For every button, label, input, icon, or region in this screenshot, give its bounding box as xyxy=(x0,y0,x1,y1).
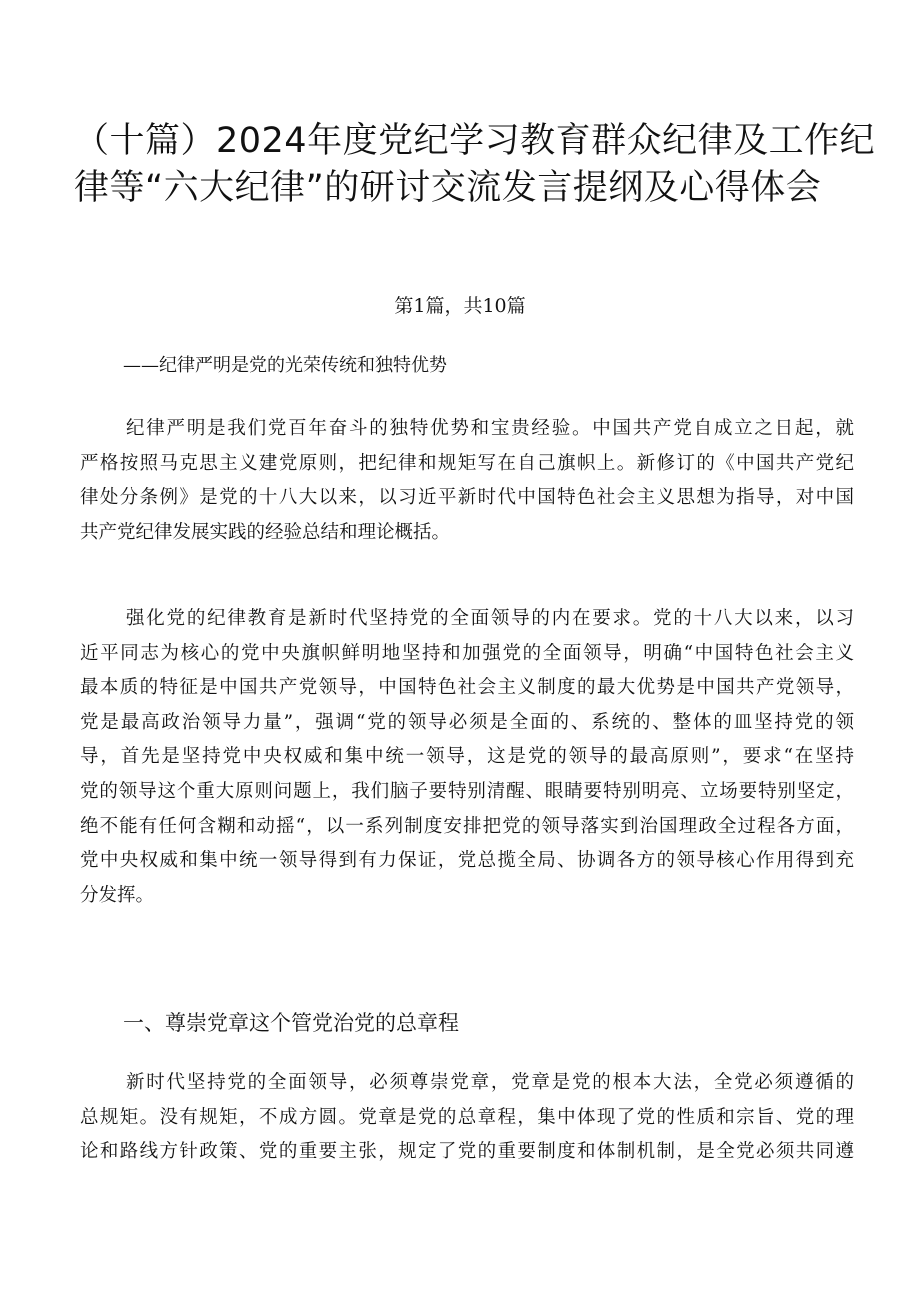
paragraph-1 xyxy=(80,412,854,550)
title-line-1: （十篇）2024年度党纪学习教育群众纪律及工作纪 xyxy=(74,121,876,161)
paragraph-line: 党是最高政治领导力量”，强调“党的领导必须是全面的、系统的、整体的皿坚持党的领 xyxy=(80,711,854,733)
paragraph-line: 新时代坚持党的全面领导，必须尊崇党章，党章是党的根本大法，全党必须遵循的 xyxy=(126,1072,854,1093)
paragraph-line: 强化党的纪律教育是新时代坚持党的全面领导的内在要求。党的十八大以来，以习 xyxy=(126,608,854,629)
paragraph-2 xyxy=(80,602,854,913)
paragraph-line: 论和路线方针政策、党的重要主张，规定了党的重要制度和体制机制，是全党必须共同遵 xyxy=(80,1141,854,1163)
paragraph-line: 共产党纪律发展实践的经验总结和理论概括。 xyxy=(80,521,451,543)
document-title xyxy=(74,118,876,212)
paragraph-line: 律处分条例》是党的十八大以来，以习近平新时代中国特色社会主义思想为指导，对中国 xyxy=(80,487,854,509)
paragraph-line: 近平同志为核心的党中央旗帜鲜明地坚持和加强党的全面领导，明确“中国特色社会主义 xyxy=(80,642,854,664)
paragraph-line: 绝不能有任何含糊和动摇“，以一系列制度安排把党的领导落实到治国理政全过程各方面， xyxy=(80,815,854,837)
subtitle: ——纪律严明是党的光荣传统和独特优势 xyxy=(123,355,447,376)
paragraph-line: 最本质的特征是中国共产党领导，中国特色社会主义制度的最大优势是中国共产党领导， xyxy=(80,677,854,699)
paragraph-line: 党中央权威和集中统一领导得到有力保证，党总揽全局、协调各方的领导核心作用得到充 xyxy=(80,850,854,872)
paragraph-line: 严格按照马克思主义建党原则，把纪律和规矩写在自己旗帜上。新修订的《中国共产党纪 xyxy=(80,452,854,474)
paragraph-line: 纪律严明是我们党百年奋斗的独特优势和宝贵经验。中国共产党自成立之日起，就 xyxy=(126,418,854,439)
paragraph-3 xyxy=(80,1066,854,1170)
paragraph-line: 导，首先是坚持党中央权威和集中统一领导，这是党的领导的最高原则”，要求“在坚持 xyxy=(80,746,854,768)
section-heading: 一、尊崇党章这个管党治党的总章程 xyxy=(123,1011,459,1035)
paragraph-line: 总规矩。没有规矩，不成方圆。党章是党的总章程，集中体现了党的性质和宗旨、党的理 xyxy=(80,1106,854,1128)
paragraph-line: 党的领导这个重大原则问题上，我们脑子要特别清醒、眼睛要特别明亮、立场要特别坚定， xyxy=(80,780,854,802)
paragraph-line: 分发挥。 xyxy=(80,884,155,906)
title-line-2: 律等“六大纪律”的研讨交流发言提纲及心得体会 xyxy=(74,168,822,208)
part-label: 第1篇，共10篇 xyxy=(394,295,526,317)
